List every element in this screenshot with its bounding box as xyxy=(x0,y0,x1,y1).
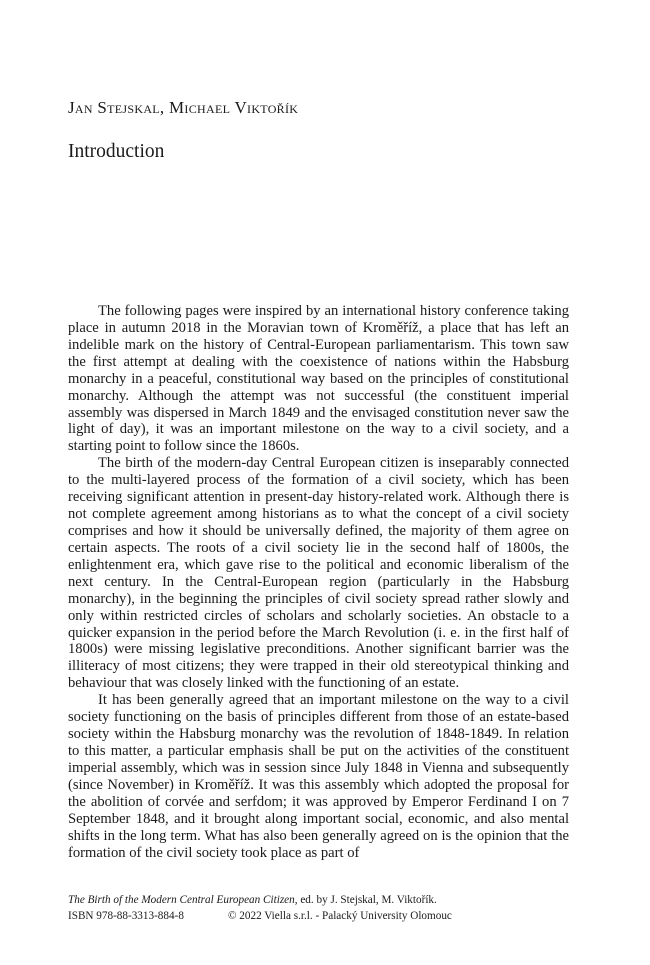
paragraph: The following pages were inspired by an international history conference taking place in autumn 2018 in the Moravian town of Kroměříž, a place that has left an indelible mark on the history of Central-European parliamentarism. This town saw the first attempt at dealing with the coexistence of nations within the Habsburg monarchy in a peaceful, constitutional way based on the principles of constitutional monarchy. Although the attempt was not successful (the constituent imperial assembly was dispersed in March 1849 and the envisaged constitution never saw the light of day), it was an important milestone on the way to a civil society, and a starting point to follow since the 1860s. xyxy=(68,303,569,455)
page-footer xyxy=(68,892,578,924)
copyright: © 2022 Viella s.r.l. - Palacký University Olomouc xyxy=(228,910,452,922)
paragraph: It has been generally agreed that an important milestone on the way to a civil society functioning on the basis of principles different from those of an estate-based society within the Habsburg monarchy was the revolution of 1848-1849. In relation to this matter, a particular emphasis shall be put on the activities of the constituent imperial assembly, which was in session since July 1848 in Vienna and subsequently (since November) in Kroměříž. It was this assembly which adopted the proposal for the abolition of corvée and serfdom; it was approved by Emperor Ferdinand I on 7 September 1848, and it brought along important social, economic, and also mental shifts in the long term. What has also been generally agreed on is the opinion that the formation of the civil society took place as part of xyxy=(68,692,569,861)
book-editors: , ed. by J. Stejskal, M. Viktořík. xyxy=(294,894,437,906)
chapter-title: Introduction xyxy=(68,141,165,162)
isbn: ISBN 978-88-3313-884-8 xyxy=(68,910,184,922)
book-title: The Birth of the Modern Central European Citizen xyxy=(68,894,295,906)
footer-citation xyxy=(68,892,578,908)
footer-isbn-line xyxy=(68,908,578,924)
chapter-authors: Jan Stejskal, Michael Viktořík xyxy=(68,98,299,117)
body-text xyxy=(68,303,569,861)
paragraph: The birth of the modern-day Central European citizen is inseparably connected to the multi-layered process of the formation of a civil society, which has been receiving significant attention in present-day history-related work. Although there is not complete agreement among historians as to what the concept of a civil society comprises and how it should be universally defined, the majority of them agree on certain aspects. The roots of a civil society lie in the second half of 1800s, the enlightenment era, which gave rise to the political and economic liberalism of the next century. In the Central-European region (particularly in the Habsburg monarchy), in the beginning the principles of civil society spread rather slowly and only within restricted circles of scholars and scholarly societies. An obstacle to a quicker expansion in the period before the March Revolution (i. e. in the first half of 1800s) were missing legislative preconditions. Another significant barrier was the illiteracy of most citizens; they were trapped in their old stereotypical thinking and behaviour that was closely linked with the functioning of an estate. xyxy=(68,455,569,692)
